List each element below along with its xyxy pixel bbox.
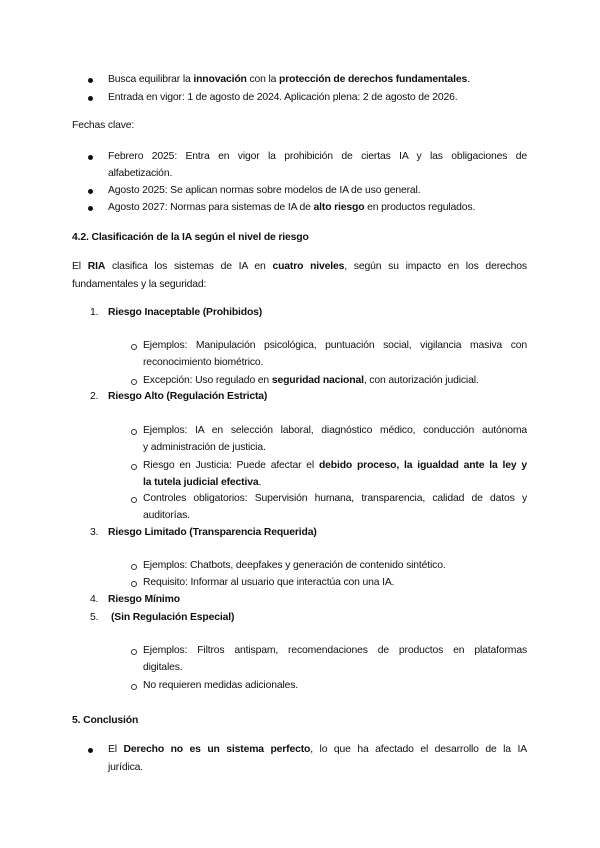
section-heading: 4.2. Clasificación de la IA según el nivel de riesgo bbox=[72, 232, 309, 243]
bold-text: la tutela judicial efectiva bbox=[143, 477, 259, 488]
text: con la bbox=[246, 74, 280, 85]
level-title: Riesgo Limitado (Transparencia Requerida) bbox=[108, 527, 317, 538]
list-item-continued bbox=[143, 475, 261, 491]
paragraph-line: fundamentales y la seguridad: bbox=[72, 279, 207, 290]
bullet-icon bbox=[88, 96, 93, 101]
bold-text: seguridad nacional bbox=[271, 375, 364, 386]
text: . bbox=[467, 74, 470, 85]
level-title: Riesgo Inaceptable (Prohibidos) bbox=[108, 307, 263, 318]
bullet-icon bbox=[88, 748, 93, 753]
text: Busca equilibrar la bbox=[108, 74, 194, 85]
bullet-icon bbox=[88, 206, 93, 211]
level-title: (Sin Regulación Especial) bbox=[111, 612, 235, 623]
level-title: Riesgo Mínimo bbox=[108, 594, 180, 605]
text: en productos regulados. bbox=[364, 202, 476, 213]
circle-bullet-icon bbox=[131, 497, 137, 503]
circle-bullet-icon bbox=[131, 649, 137, 655]
circle-bullet-icon bbox=[131, 684, 137, 690]
bold-text: Derecho no es un sistema perfecto bbox=[123, 744, 311, 755]
bold-text: cuatro niveles bbox=[272, 261, 345, 272]
text: , con autorización judicial. bbox=[363, 375, 479, 386]
list-item-continued: alfabetización. bbox=[108, 168, 173, 179]
bullet-icon bbox=[88, 189, 93, 194]
bullet-icon bbox=[88, 78, 93, 83]
list-item: No requieren medidas adicionales. bbox=[143, 680, 299, 691]
list-item: Entrada en vigor: 1 de agosto de 2024. Aplicación plena: 2 de agosto de 2026. bbox=[108, 92, 458, 103]
text: Riesgo en Justicia: Puede afectar el bbox=[143, 460, 319, 471]
list-number: 1. bbox=[90, 307, 99, 318]
fechas-label: Fechas clave: bbox=[72, 120, 135, 131]
text: El bbox=[108, 744, 124, 755]
circle-bullet-icon bbox=[131, 581, 137, 587]
bold-text: RIA bbox=[87, 261, 106, 272]
list-number: 4. bbox=[90, 594, 99, 605]
list-item: Agosto 2025: Se aplican normas sobre modelos de IA de uso general. bbox=[108, 185, 421, 196]
list-item: Ejemplos: Manipulación psicológica, puntuación social, vigilancia masiva con bbox=[143, 340, 527, 351]
circle-bullet-icon bbox=[131, 464, 137, 470]
text: El bbox=[72, 261, 88, 272]
text: clasifica los sistemas de IA en bbox=[105, 261, 273, 272]
bold-text: innovación bbox=[193, 74, 247, 85]
list-item-continued: y administración de justicia. bbox=[143, 442, 266, 453]
list-item-continued: digitales. bbox=[143, 662, 183, 673]
level-title: Riesgo Alto (Regulación Estricta) bbox=[108, 391, 268, 402]
list-item-continued: auditorías. bbox=[143, 510, 190, 521]
list-item bbox=[108, 200, 475, 216]
list-number: 5. bbox=[90, 612, 99, 623]
text: . bbox=[258, 477, 262, 488]
list-item: Ejemplos: Filtros antispam, recomendaciones de productos en plataformas bbox=[143, 645, 527, 656]
bullet-icon bbox=[88, 155, 93, 160]
section-heading: 5. Conclusión bbox=[72, 715, 139, 726]
list-item: Requisito: Informar al usuario que interactúa con una IA. bbox=[143, 577, 395, 588]
list-item bbox=[143, 373, 479, 389]
text: , lo que ha afectado el desarrollo de la IA bbox=[310, 744, 527, 755]
bold-text: protección de derechos fundamentales bbox=[279, 74, 468, 85]
list-item bbox=[143, 458, 527, 474]
circle-bullet-icon bbox=[131, 564, 137, 570]
text: Agosto 2027: Normas para sistemas de IA de bbox=[108, 202, 314, 213]
list-item: Ejemplos: Chatbots, deepfakes y generación de contenido sintético. bbox=[143, 560, 446, 571]
list-item: Ejemplos: IA en selección laboral, diagnóstico médico, conducción autónoma bbox=[143, 425, 527, 436]
list-item: Febrero 2025: Entra en vigor la prohibición de ciertas IA y las obligaciones de bbox=[108, 151, 527, 162]
list-number: 3. bbox=[90, 527, 99, 538]
circle-bullet-icon bbox=[131, 429, 137, 435]
circle-bullet-icon bbox=[131, 379, 137, 385]
list-item-continued: jurídica. bbox=[108, 762, 144, 773]
paragraph-line bbox=[72, 259, 527, 275]
list-number: 2. bbox=[90, 391, 99, 402]
text: , según su impacto en los derechos bbox=[344, 261, 527, 272]
list-item-continued: reconocimiento biométrico. bbox=[143, 357, 264, 368]
list-item bbox=[108, 742, 527, 758]
list-item: Controles obligatorios: Supervisión humana, transparencia, calidad de datos y bbox=[143, 493, 527, 504]
bold-text: alto riesgo bbox=[313, 202, 365, 213]
bold-text: debido proceso, la igualdad ante la ley y bbox=[318, 460, 527, 471]
list-item bbox=[108, 72, 470, 88]
text: Excepción: Uso regulado en bbox=[143, 375, 272, 386]
circle-bullet-icon bbox=[131, 344, 137, 350]
